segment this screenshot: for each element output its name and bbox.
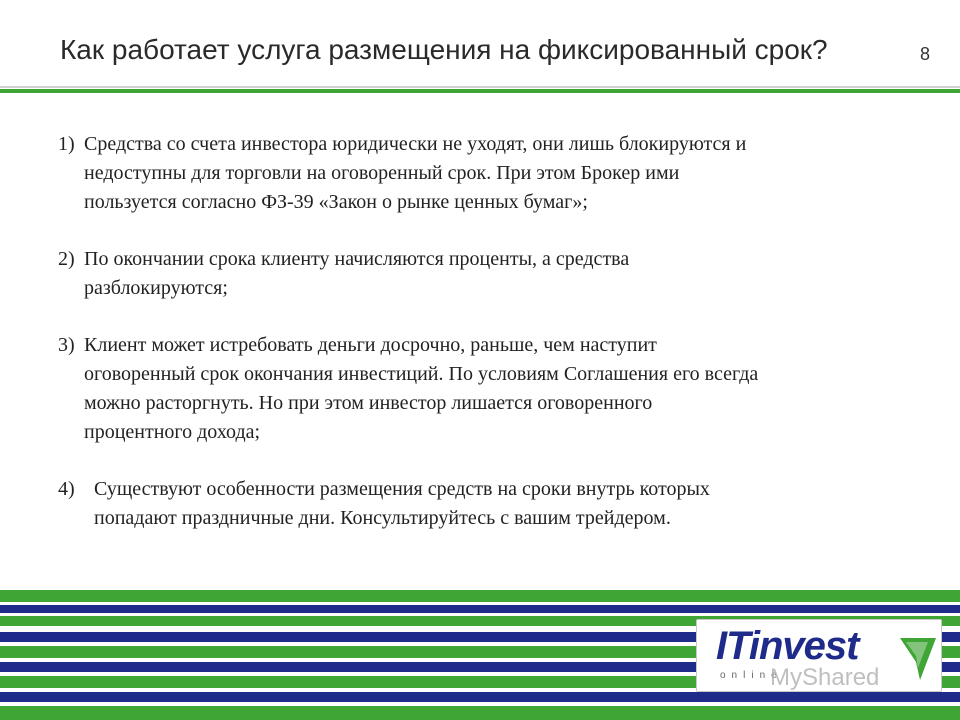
title-divider-green [0, 89, 960, 93]
stripe-green [0, 706, 960, 720]
stripe-green [0, 590, 960, 602]
page-number: 8 [919, 44, 930, 64]
stripe-navy [0, 692, 960, 702]
item-number: 4) [58, 478, 75, 500]
content-list [58, 130, 908, 561]
title-divider-gray [0, 86, 960, 88]
list-item [58, 130, 908, 217]
item-number: 1) [58, 133, 75, 155]
slide-title: Как работает услуга размещения на фиксированный срок? [60, 34, 828, 65]
stripe-navy [0, 605, 960, 613]
list-item [58, 245, 908, 303]
item-text: Средства со счета инвестора юридически не уходят, они лишь блокируются и недоступны для торговли на оговоренный срок. При этом Брокер ими пользуется согласно ФЗ-39 «Закон о рынке ценных бумаг»; [84, 133, 747, 213]
company-logo: ITinvest [716, 624, 859, 668]
logo-subtext: online [720, 670, 783, 681]
item-text: Клиент может истребовать деньги досрочно, раньше, чем наступит оговоренный срок окончания инвестиций. По условиям Соглашения его всегда можно расторгнуть. Но при этом инвестор лишается оговоренного процентного дохода; [84, 334, 759, 443]
item-number: 3) [58, 334, 75, 356]
item-number: 2) [58, 248, 75, 270]
item-text: Существуют особенности размещения средств на сроки внутрь которых попадают праздничные дни. Консультируйтесь с вашим трейдером. [94, 478, 710, 529]
watermark: MyShared [770, 664, 880, 691]
item-text: По окончании срока клиенту начисляются проценты, а средства разблокируются; [84, 248, 630, 299]
logo-arrow-icon [898, 636, 938, 682]
list-item [58, 331, 908, 447]
list-item [58, 475, 908, 533]
